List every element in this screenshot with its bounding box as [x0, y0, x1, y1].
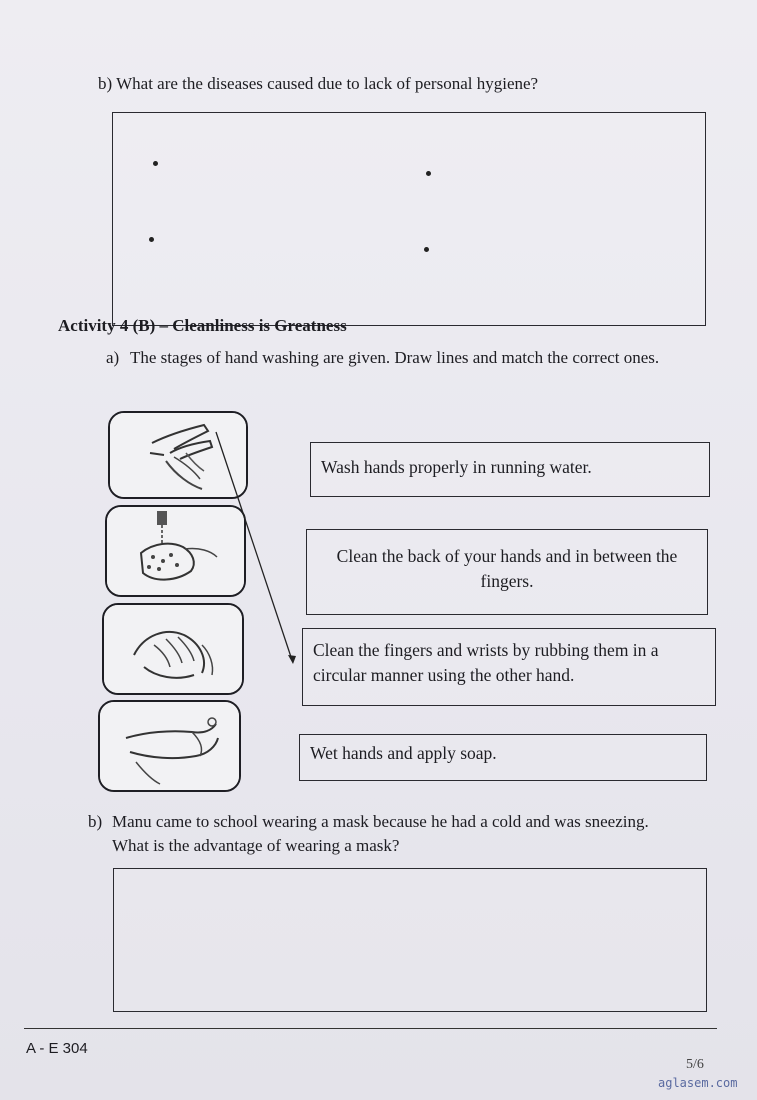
- activity-heading: [58, 316, 347, 336]
- page-number: 5/6: [686, 1057, 704, 1072]
- question-a-label: a): [106, 348, 120, 367]
- stage-image-1[interactable]: [108, 411, 248, 499]
- stage-image-3[interactable]: [102, 603, 244, 695]
- question-a-text: The stages of hand washing are given. Draw lines and match the correct ones.: [130, 348, 660, 367]
- footer-divider: [24, 1028, 717, 1029]
- bullet-3: [149, 237, 154, 242]
- hands-cupped-icon: [100, 702, 239, 790]
- hands-rubbing-icon: [110, 413, 246, 497]
- watermark: aglasem.com: [658, 1076, 738, 1090]
- stage-image-2[interactable]: [105, 505, 246, 597]
- stage-text-1: Wash hands properly in running water.: [321, 457, 592, 477]
- question-b-diseases: b) What are the diseases caused due to lack of personal hygiene?: [98, 74, 539, 93]
- question-b-mask: Manu came to school wearing a mask because he had a cold and was sneezing. What is the advantage of wearing a mask?: [112, 812, 649, 855]
- answer-box-diseases[interactable]: [112, 112, 706, 326]
- stage-option-2[interactable]: [306, 529, 708, 615]
- stage-option-4[interactable]: [299, 734, 707, 781]
- paper-code: A - E 304: [26, 1040, 88, 1057]
- activity-title: Cleanliness is Greatness: [172, 316, 347, 335]
- bullet-4: [424, 247, 429, 252]
- activity-number: Activity 4 (B) –: [58, 316, 173, 335]
- bullet-1: [153, 161, 158, 166]
- bullet-2: [426, 171, 431, 176]
- answer-box-mask[interactable]: [113, 868, 707, 1012]
- stage-option-3[interactable]: [302, 628, 716, 706]
- stage-text-2: Clean the back of your hands and in between the fingers.: [336, 546, 678, 591]
- hands-under-tap-icon: [107, 507, 244, 595]
- stage-image-4[interactable]: [98, 700, 241, 792]
- question-b-label: b): [88, 812, 103, 831]
- hands-soaping-icon: [104, 605, 242, 693]
- stage-option-1[interactable]: [310, 442, 710, 497]
- stage-text-3: Clean the fingers and wrists by rubbing them in a circular manner using the other hand.: [313, 640, 659, 685]
- stage-text-4: Wet hands and apply soap.: [310, 743, 497, 763]
